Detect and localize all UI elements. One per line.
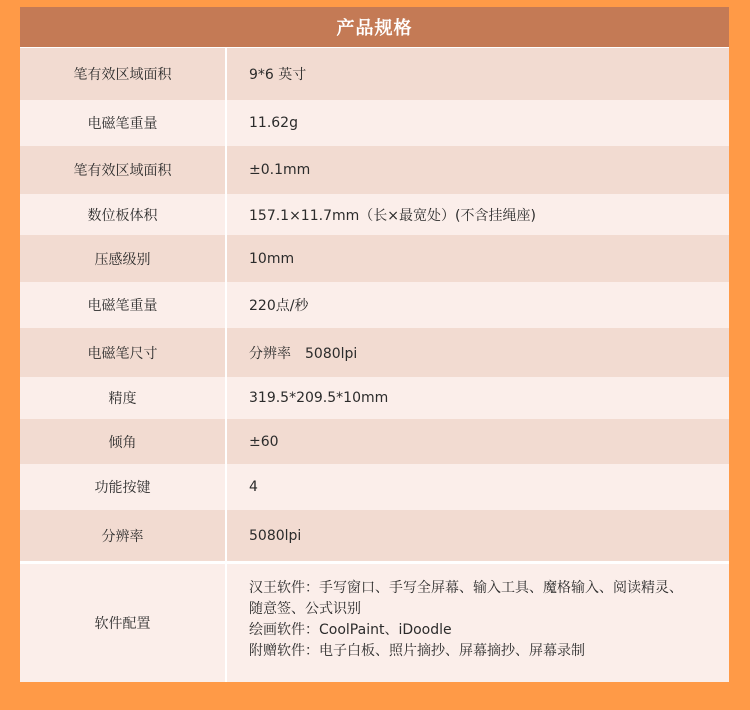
spec-value: ±0.1mm [249, 162, 311, 178]
spec-value: 319.5*209.5*10mm [249, 390, 389, 406]
spec-label: 压感级别 [20, 235, 227, 282]
spec-row [20, 235, 729, 282]
spec-row [20, 510, 729, 561]
software-line: 汉王软件：手写窗口、手写全屏幕、输入工具、魔格输入、阅读精灵、 [249, 580, 683, 596]
spec-label: 软件配置 [20, 564, 227, 682]
spec-label: 笔有效区域面积 [20, 146, 227, 194]
spec-label: 功能按键 [20, 464, 227, 510]
spec-row [20, 194, 729, 235]
spec-row [20, 419, 729, 464]
spec-value: 4 [249, 479, 258, 495]
software-line: 随意签、公式识别 [249, 601, 361, 617]
spec-value: 157.1×11.7mm（长×最宽处）(不含挂绳座) [249, 207, 536, 224]
spec-label: 电磁笔尺寸 [20, 328, 227, 377]
spec-value: 5080lpi [249, 527, 302, 544]
spec-row [20, 48, 729, 100]
spec-panel [20, 7, 729, 682]
spec-title: 产品规格 [20, 7, 729, 47]
spec-value: 10mm [249, 250, 295, 267]
software-line: 绘画软件：CoolPaint、iDoodle [249, 622, 452, 638]
spec-row [20, 146, 729, 194]
spec-value: 9*6 英寸 [249, 67, 307, 83]
spec-value: ±60 [249, 433, 279, 450]
spec-label: 精度 [20, 377, 227, 419]
spec-row [20, 282, 729, 328]
spec-row [20, 377, 729, 419]
spec-label: 笔有效区域面积 [20, 48, 227, 100]
spec-row [20, 464, 729, 510]
software-line: 附赠软件：电子白板、照片摘抄、屏幕摘抄、屏幕录制 [249, 643, 585, 659]
spec-label: 电磁笔重量 [20, 100, 227, 146]
spec-value: 11.62g [249, 115, 298, 131]
spec-value: 分辨率 5080lpi [249, 345, 358, 362]
spec-label: 分辨率 [20, 510, 227, 561]
spec-label: 数位板体积 [20, 194, 227, 235]
spec-label: 电磁笔重量 [20, 282, 227, 328]
spec-row [20, 564, 729, 682]
spec-row [20, 328, 729, 377]
spec-row [20, 100, 729, 146]
spec-label: 倾角 [20, 419, 227, 464]
software-list [249, 578, 719, 662]
spec-value: 220点/秒 [249, 298, 309, 314]
